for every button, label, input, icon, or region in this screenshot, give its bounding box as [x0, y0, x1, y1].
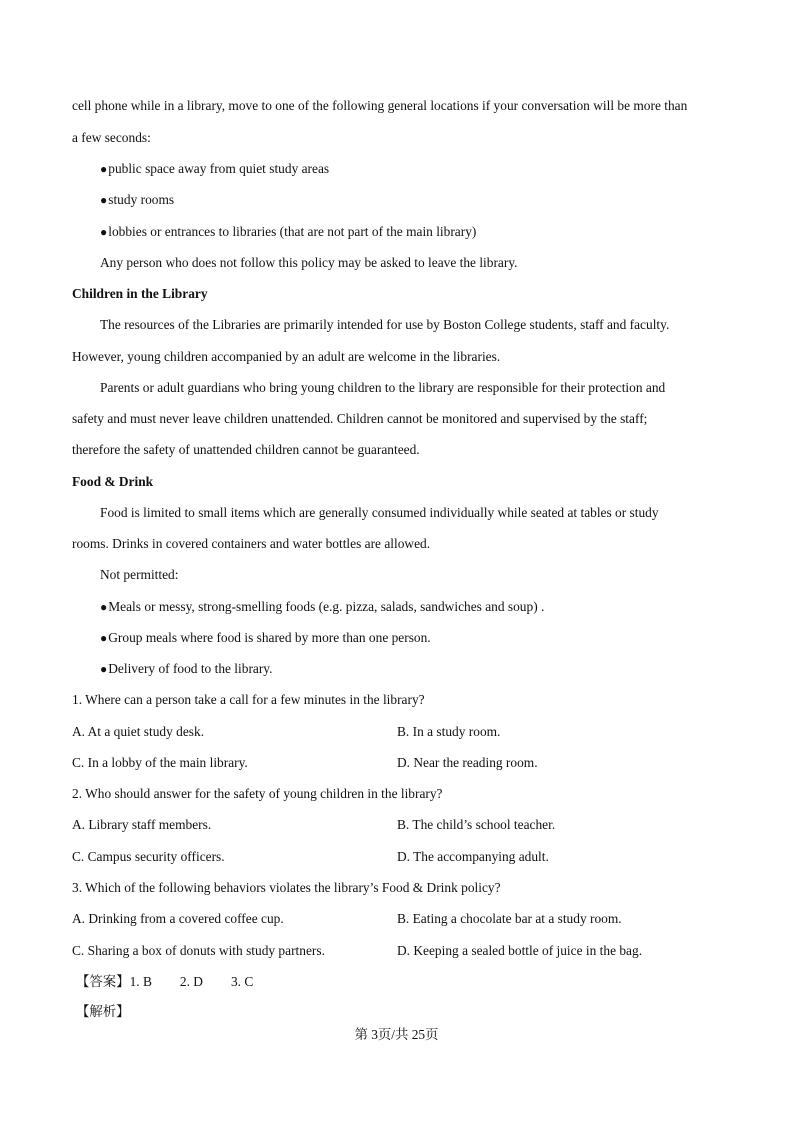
not-permitted-label: Not permitted:: [100, 567, 179, 582]
answer-label: 【答案】: [76, 974, 130, 989]
option-d: D. Near the reading room.: [397, 755, 538, 770]
location-bullet: ● lobbies or entrances to libraries (that are not part of the main library): [100, 224, 476, 240]
paragraph-line: therefore the safety of unattended children cannot be guaranteed.: [72, 442, 420, 457]
option-d: D. Keeping a sealed bottle of juice in the bag.: [397, 943, 643, 958]
food-bullet: ● Delivery of food to the library.: [100, 661, 272, 677]
paragraph-line: safety and must never leave children unattended. Children cannot be monitored and supervised by the staff;: [72, 411, 648, 426]
paragraph-line: However, young children accompanied by an adult are welcome in the libraries.: [72, 349, 501, 364]
option-a: A. Library staff members.: [72, 817, 212, 832]
paragraph-line: Food is limited to small items which are generally consumed individually while seated at tables or study: [100, 505, 659, 520]
answer-item: 1. B: [129, 974, 152, 989]
option-c: C. In a lobby of the main library.: [72, 755, 248, 770]
section-heading: Children in the Library: [72, 286, 208, 301]
intro-line: cell phone while in a library, move to one of the following general locations if your conversation will be more than: [72, 98, 688, 113]
option-a: A. Drinking from a covered coffee cup.: [72, 911, 284, 926]
option-b: B. Eating a chocolate bar at a study room.: [397, 911, 622, 926]
paragraph-line: Parents or adult guardians who bring young children to the library are responsible for their protection and: [100, 380, 666, 395]
analysis-label: 【解析】: [76, 1004, 130, 1019]
option-a: A. At a quiet study desk.: [72, 724, 205, 739]
food-bullet: ● Group meals where food is shared by more than one person.: [100, 630, 431, 646]
question-stem: 3. Which of the following behaviors violates the library’s Food & Drink policy?: [72, 880, 501, 895]
option-c: C. Campus security officers.: [72, 849, 225, 864]
section-heading: Food & Drink: [72, 474, 154, 489]
option-b: B. In a study room.: [397, 724, 501, 739]
policy-note: Any person who does not follow this policy may be asked to leave the library.: [100, 255, 518, 270]
option-d: D. The accompanying adult.: [397, 849, 549, 864]
option-c: C. Sharing a box of donuts with study partners.: [72, 943, 325, 958]
food-bullet: ● Meals or messy, strong-smelling foods (e.g. pizza, salads, sandwiches and soup) .: [100, 599, 544, 615]
question-stem: 1. Where can a person take a call for a few minutes in the library?: [72, 692, 425, 707]
paragraph-line: rooms. Drinks in covered containers and water bottles are allowed.: [72, 536, 431, 551]
location-bullet: ● public space away from quiet study areas: [100, 161, 329, 177]
option-b: B. The child’s school teacher.: [397, 817, 556, 832]
answer-item: 3. C: [230, 974, 254, 989]
question-stem: 2. Who should answer for the safety of young children in the library?: [72, 786, 443, 801]
answer-line: [76, 974, 253, 990]
answer-item: 2. D: [179, 974, 203, 989]
paragraph-line: The resources of the Libraries are primarily intended for use by Boston College students, staff and faculty.: [100, 317, 670, 332]
page-footer: 第 3页/共 25页: [354, 1027, 439, 1042]
intro-line: a few seconds:: [72, 130, 151, 145]
location-bullet: ● study rooms: [100, 192, 174, 208]
